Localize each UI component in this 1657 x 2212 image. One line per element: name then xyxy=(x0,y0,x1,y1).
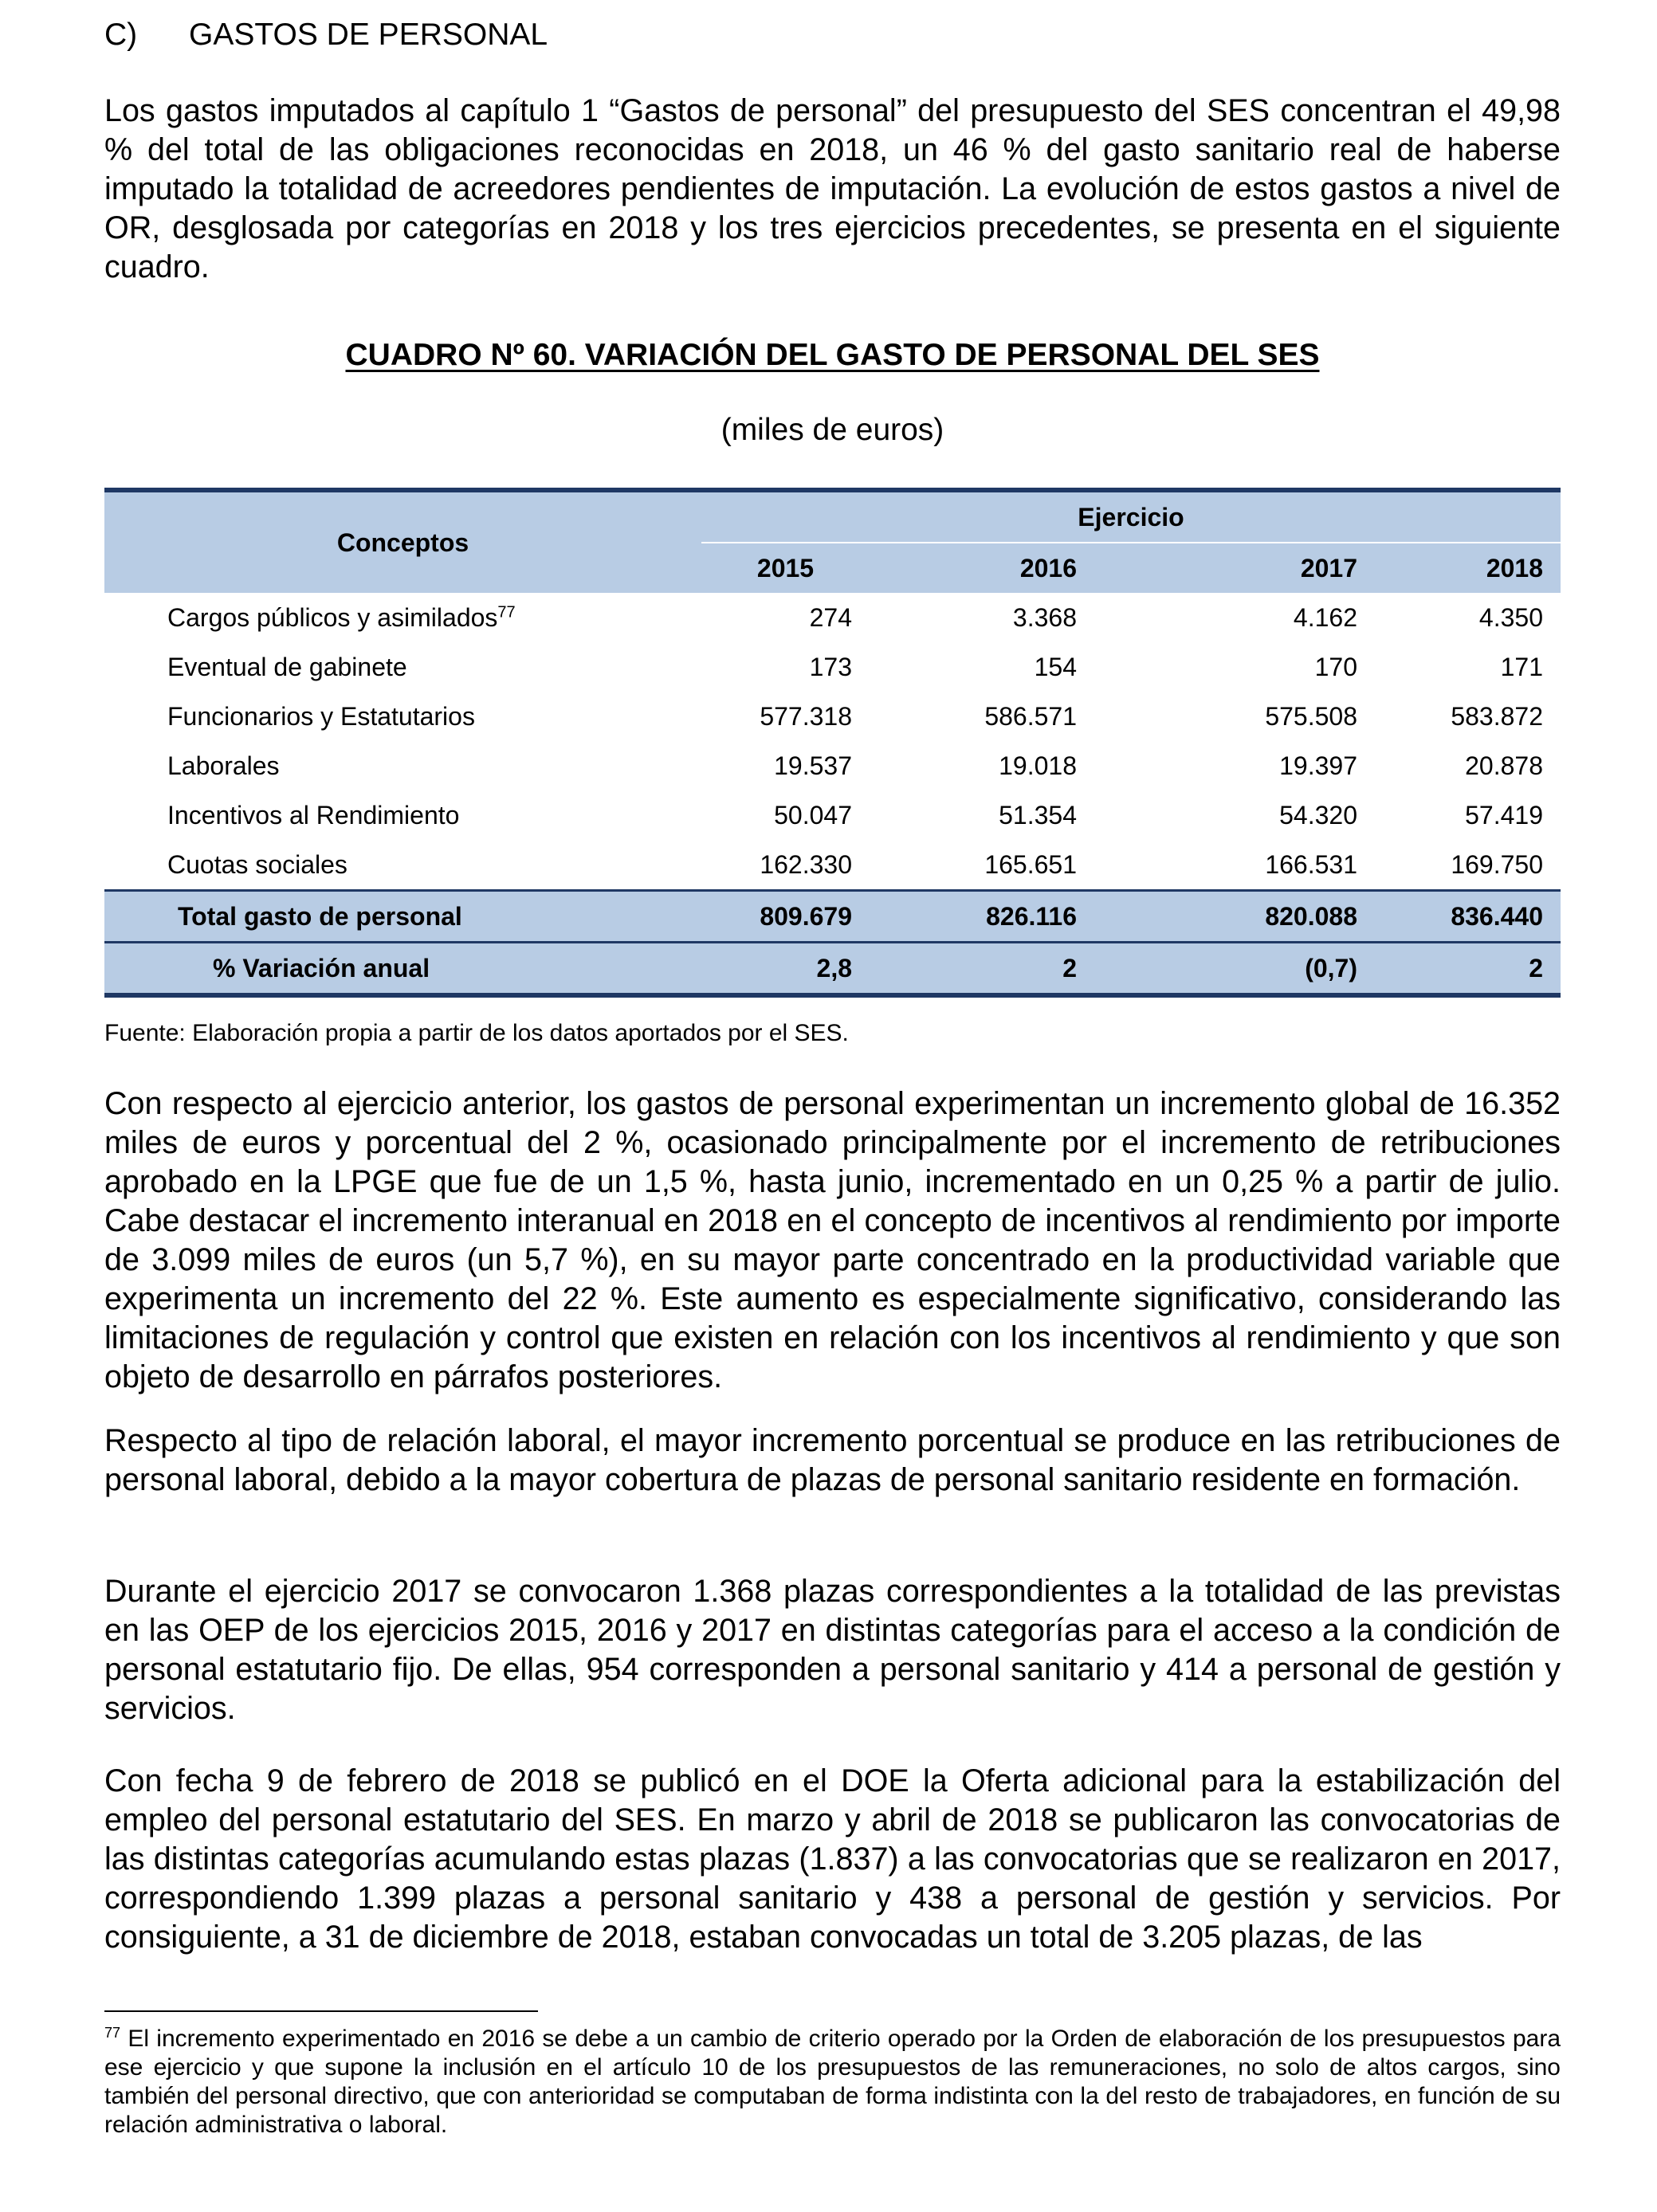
body-paragraph: Con respecto al ejercicio anterior, los gastos de personal experimentan un incremento global de 16.352 miles de euros y porcentual del 2 %, ocasionado principalmente por el incremento de retribuciones aprobado en la LPGE que fue de un 1,5 %, hasta junio, incrementado en un 0,25 % a partir de julio. Cabe destacar el incremento interanual en 2018 en el concepto de incentivos al rendimiento por importe de 3.099 miles de euros (un 5,7 %), en su mayor parte concentrado en la productividad variable que experimenta un incremento del 22 %. Este aumento es especialmente significativo, considerando las limitaciones de regulación y control que existen en relación con los incentivos al rendimiento y que son objeto de desarrollo en párrafos posteriores. xyxy=(104,1086,1561,1394)
concept-header: Conceptos xyxy=(104,490,701,593)
source-note: Fuente: Elaboración propia a partir de los datos aportados por el SES. xyxy=(104,1020,849,1046)
value-cell: 51.354 xyxy=(999,800,1077,830)
value-cell: 169.750 xyxy=(1451,849,1543,879)
value-cell: 577.318 xyxy=(760,701,852,731)
total-row xyxy=(104,891,1561,943)
value-cell: 166.531 xyxy=(1265,849,1357,879)
total-value: 826.116 xyxy=(870,891,1094,943)
year-header: 2017 xyxy=(1300,553,1357,582)
footnote-ref: 77 xyxy=(497,602,516,621)
value-cell: 54.320 xyxy=(1279,800,1357,830)
value-cell: 50.047 xyxy=(774,800,852,830)
total-value: 836.440 xyxy=(1375,891,1561,943)
footnote-separator xyxy=(104,2010,538,2012)
table-header-row-1 xyxy=(104,490,1561,543)
value-cell: 583.872 xyxy=(1451,701,1543,731)
section-letter: C) xyxy=(104,18,138,52)
personnel-expense-table xyxy=(104,488,1561,998)
concept-cell: Incentivos al Rendimiento xyxy=(167,800,460,830)
section-title: GASTOS DE PERSONAL xyxy=(189,18,548,52)
table-row xyxy=(104,790,1561,840)
value-cell: 274 xyxy=(809,602,852,632)
value-cell: 162.330 xyxy=(760,849,852,879)
concept-cell: Eventual de gabinete xyxy=(167,652,407,681)
value-cell: 575.508 xyxy=(1265,701,1357,731)
total-value: 820.088 xyxy=(1094,891,1375,943)
concept-cell: Funcionarios y Estatutarios xyxy=(167,701,475,731)
value-cell: 3.368 xyxy=(1012,602,1077,632)
value-cell: 19.397 xyxy=(1279,751,1357,780)
value-cell: 19.018 xyxy=(999,751,1077,780)
footnote xyxy=(104,2025,1561,2139)
body-paragraph: Con fecha 9 de febrero de 2018 se publicó en el DOE la Oferta adicional para la estabilización del empleo del personal estatutario del SES. En marzo y abril de 2018 se publicaron las convocatorias de las distintas categorías acumulando estas plazas (1.837) a las convocatorias que se realizaron en 2017, correspondiendo 1.399 plazas a personal sanitario y 438 a personal de gestión y servicios. Por consiguiente, a 31 de diciembre de 2018, estaban convocadas un total de 3.205 plazas, de las xyxy=(104,1763,1561,1955)
value-cell: 170 xyxy=(1314,652,1357,681)
concept-cell: Laborales xyxy=(167,751,280,780)
table-row xyxy=(104,840,1561,891)
value-cell: 171 xyxy=(1500,652,1543,681)
table-row xyxy=(104,741,1561,790)
value-cell: 586.571 xyxy=(984,701,1077,731)
value-cell: 19.537 xyxy=(774,751,852,780)
variation-value: 2,8 xyxy=(701,943,870,996)
variation-value: (0,7) xyxy=(1094,943,1375,996)
section-heading xyxy=(104,18,548,53)
value-cell: 4.162 xyxy=(1293,602,1357,632)
value-cell: 4.350 xyxy=(1478,602,1543,632)
variation-label: % Variación anual xyxy=(104,943,701,996)
total-label: Total gasto de personal xyxy=(104,891,701,943)
year-header: 2018 xyxy=(1486,553,1543,582)
year-header: 2015 xyxy=(756,553,815,582)
table-row xyxy=(104,692,1561,741)
variation-value: 2 xyxy=(870,943,1094,996)
total-value: 809.679 xyxy=(701,891,870,943)
table-row xyxy=(104,642,1561,692)
table-subtitle: (miles de euros) xyxy=(721,413,944,447)
body-paragraph: Respecto al tipo de relación laboral, el mayor incremento porcentual se produce en las retribuciones de personal laboral, debido a la mayor cobertura de plazas de personal sanitario residente en formación. xyxy=(104,1423,1561,1497)
footnote-number: 77 xyxy=(104,2025,121,2041)
value-cell: 165.651 xyxy=(984,849,1077,879)
table-title: CUADRO Nº 60. VARIACIÓN DEL GASTO DE PERSONAL DEL SES xyxy=(345,338,1320,372)
year-header: 2016 xyxy=(1019,553,1077,582)
concept-cell: Cargos públicos y asimilados$^{77}$ xyxy=(167,602,516,632)
footnote-text: El incremento experimentado en 2016 se debe a un cambio de criterio operado por la Orden de elaboración de los presupuestos para ese ejercicio y que supone la inclusión en el artículo 10 de los presupuestos de las remuneraciones, no solo de altos cargos, sino también del personal directivo, que con anterioridad se computaban de forma indistinta con la del resto de trabajadores, en función de su relación administrativa o laboral. xyxy=(104,2026,1561,2138)
value-cell: 20.878 xyxy=(1465,751,1543,780)
value-cell: 173 xyxy=(809,652,852,681)
variation-row xyxy=(104,943,1561,996)
table-row xyxy=(104,593,1561,642)
concept-cell: Cuotas sociales xyxy=(167,849,347,879)
ejercicio-header: Ejercicio xyxy=(701,490,1561,543)
intro-paragraph: Los gastos imputados al capítulo 1 “Gastos de personal” del presupuesto del SES concentran el 49,98 % del total de las obligaciones reconocidas en 2018, un 46 % del gasto sanitario real de haberse imputado la totalidad de acreedores pendientes de imputación. La evolución de estos gastos a nivel de OR, desglosada por categorías en 2018 y los tres ejercicios precedentes, se presenta en el siguiente cuadro. xyxy=(104,93,1561,284)
value-cell: 154 xyxy=(1034,652,1077,681)
variation-value: 2 xyxy=(1375,943,1561,996)
value-cell: 57.419 xyxy=(1465,800,1543,830)
body-paragraph: Durante el ejercicio 2017 se convocaron 1.368 plazas correspondientes a la totalidad de las previstas en las OEP de los ejercicios 2015, 2016 y 2017 en distintas categorías para el acceso a la condición de personal estatutario fijo. De ellas, 954 corresponden a personal sanitario y 414 a personal de gestión y servicios. xyxy=(104,1574,1561,1726)
